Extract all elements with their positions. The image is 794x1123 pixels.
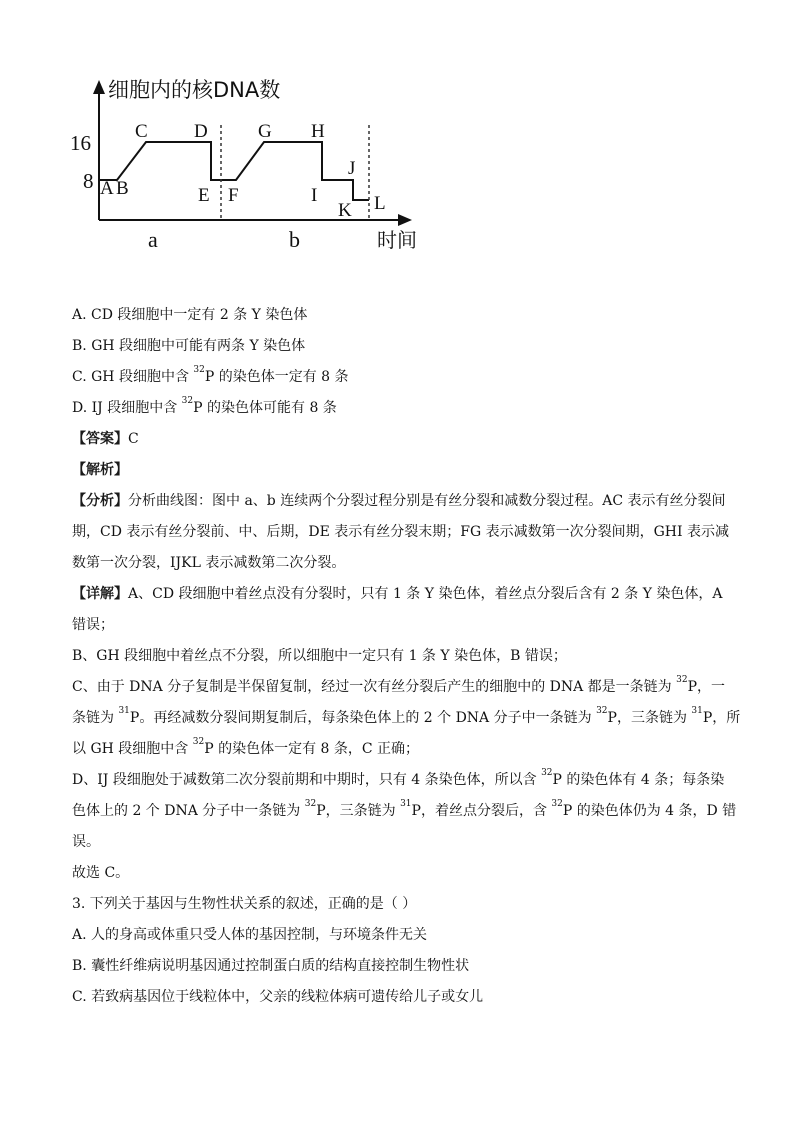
point-label-l: L xyxy=(374,193,386,214)
point-label-e: E xyxy=(198,185,210,206)
y-axis-label: 细胞内的核DNA数 xyxy=(108,78,281,102)
answer-value: C xyxy=(128,431,139,447)
question-3-stem: 3. 下列关于基因与生物性状关系的叙述，正确的是（ ） xyxy=(72,896,417,912)
document-body xyxy=(72,303,741,1016)
option-b: B. GH 段细胞中可能有两条 Y 染色体 xyxy=(72,338,306,354)
x-axis-arrow xyxy=(398,214,412,226)
y-tick-16: 16 xyxy=(70,131,91,155)
question-3-option-a: A. 人的身高或体重只受人体的基因控制，与环境条件无关 xyxy=(72,927,428,943)
x-axis-label: 时间 xyxy=(377,228,417,252)
point-label-k: K xyxy=(338,200,352,221)
xiangjie-c-2: 条链为 $^{31}$P。再经减数分裂间期复制后，每条染色体上的 2 个 DNA 分子中一条链为 $^{32}$P，三条链为 $^{31}$P，所 xyxy=(72,706,741,726)
point-label-c: C xyxy=(135,121,148,142)
analysis-heading: 【解析】 xyxy=(72,462,128,478)
dna-content-graph xyxy=(60,70,440,260)
point-label-f: F xyxy=(228,185,239,206)
option-d: D. IJ 段细胞中含 $^{32}$P 的染色体可能有 8 条 xyxy=(72,396,337,416)
y-tick-8: 8 xyxy=(83,169,94,193)
option-c: C. GH 段细胞中含 $^{32}$P 的染色体一定有 8 条 xyxy=(72,365,349,385)
xiangjie-c-1: C、由于 DNA 分子复制是半保留复制，经过一次有丝分裂后产生的细胞中的 DNA 都是一条链为 $^{32}$P，一 xyxy=(72,675,726,695)
point-label-d: D xyxy=(194,121,208,142)
point-label-h: H xyxy=(311,121,325,142)
fenxi-line-2: 期，CD 表示有丝分裂前、中、后期，DE 表示有丝分裂末期；FG 表示减数第一次分裂间期，GHI 表示减 xyxy=(72,524,729,540)
point-label-i: I xyxy=(311,185,318,206)
point-label-a: A xyxy=(100,178,114,199)
answer-line xyxy=(72,427,722,458)
point-label-b: B xyxy=(116,178,129,199)
xiangjie-a-2: 错误； xyxy=(72,617,114,633)
conclusion: 故选 C。 xyxy=(72,865,130,881)
fenxi-line-3: 数第一次分裂，IJKL 表示减数第二次分裂。 xyxy=(72,555,346,571)
xiangjie-a-1: 【详解】A、CD 段细胞中着丝点没有分裂时，只有 1 条 Y 染色体，着丝点分裂后含有 2 条 Y 染色体，A xyxy=(72,586,723,602)
y-axis-arrow xyxy=(93,80,105,94)
xiangjie-c-3: 以 GH 段细胞中含 $^{32}$P 的染色体一定有 8 条，C 正确； xyxy=(72,737,420,757)
xiangjie-d-3: 误。 xyxy=(72,834,100,850)
question-3-option-c: C. 若致病基因位于线粒体中，父亲的线粒体病可遗传给儿子或女儿 xyxy=(72,989,484,1005)
question-3-option-b: B. 囊性纤维病说明基因通过控制蛋白质的结构直接控制生物性状 xyxy=(72,958,470,974)
xiangjie-b: B、GH 段细胞中着丝点不分裂，所以细胞中一定只有 1 条 Y 染色体，B 错误； xyxy=(72,648,567,664)
segment-label-b: b xyxy=(289,227,300,252)
option-a: A. CD 段细胞中一定有 2 条 Y 染色体 xyxy=(72,307,308,323)
xiangjie-d-1: D、IJ 段细胞处于减数第二次分裂前期和中期时，只有 4 条染色体，所以含 $^{32}$P 的染色体有 4 条；每条染 xyxy=(72,768,725,788)
answer-tag: 【答案】 xyxy=(72,431,128,447)
xiangjie-d-2: 色体上的 2 个 DNA 分子中一条链为 $^{32}$P，三条链为 $^{31}$P，着丝点分裂后，含 $^{32}$P 的染色体仍为 4 条，D 错 xyxy=(72,799,737,819)
segment-label-a: a xyxy=(148,227,158,252)
point-label-g: G xyxy=(258,121,272,142)
fenxi-line-1: 【分析】分析曲线图：图中 a、b 连续两个分裂过程分别是有丝分裂和减数分裂过程。AC 表示有丝分裂间 xyxy=(72,493,726,509)
graph-svg xyxy=(60,70,440,260)
point-label-j: J xyxy=(348,158,356,179)
